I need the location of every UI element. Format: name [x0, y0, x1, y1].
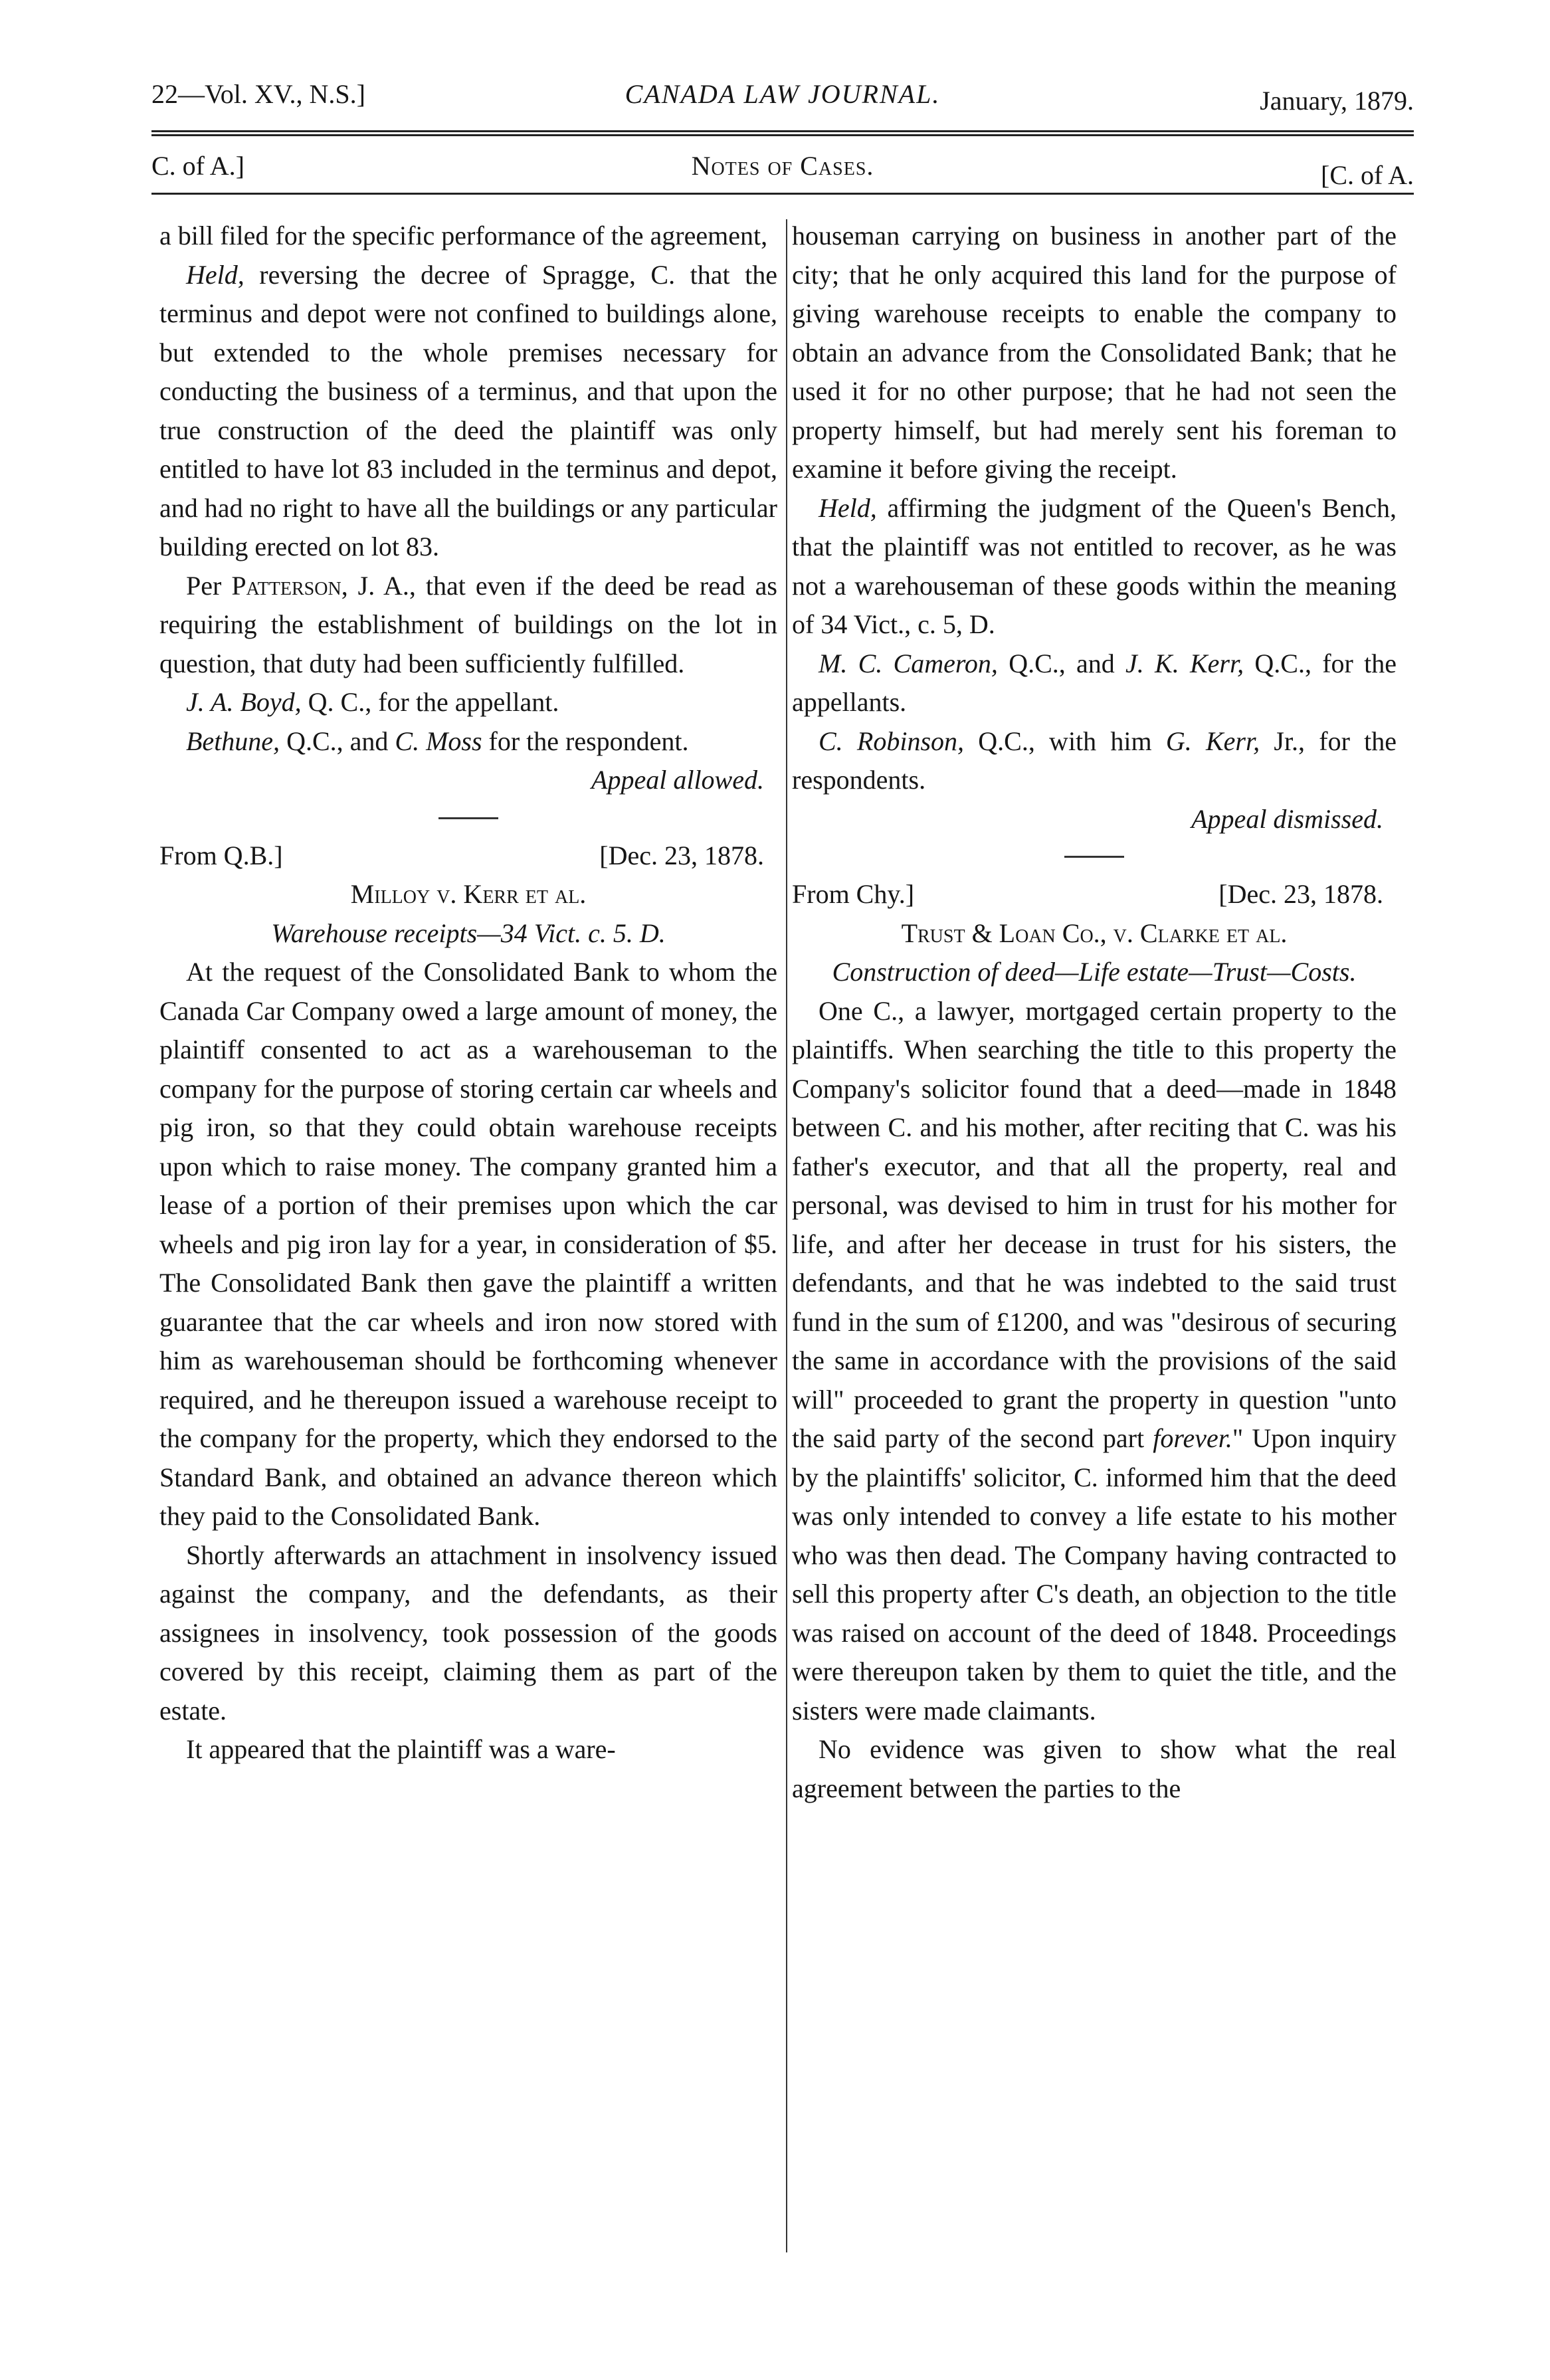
court-right: [C. of A.	[1321, 160, 1414, 190]
counsel-line	[792, 722, 1397, 800]
paragraph-held	[792, 489, 1397, 645]
judge-name: Patterson	[231, 570, 341, 601]
paragraph: It appeared that the plaintiff was a ware-	[186, 1734, 616, 1764]
case-separator	[1064, 856, 1124, 858]
counsel-name: Bethune,	[186, 726, 280, 756]
held-text: affirming the judgment of the Queen's Bench, that the plaintiff was not entitled to recover, as he was not a warehouseman of these goods within the meaning of 34 Vict., c. 5, D.	[792, 492, 1397, 639]
counsel-line	[159, 683, 777, 722]
header-rule	[151, 193, 1414, 195]
left-column	[159, 217, 777, 1769]
paragraph: houseman carrying on business in another part of the city; that he only acquired this land for the purpose of giving warehouse receipts to enable the company to obtain an advance from the Consolidated Bank; that he used it for no other purpose; that he had not seen the property himself, but had merely sent his foreman to examine it before giving the receipt.	[792, 221, 1397, 484]
held-label: Held,	[819, 492, 877, 523]
held-label: Held,	[186, 259, 244, 290]
counsel-name: G. Kerr,	[1165, 726, 1260, 756]
journal-title: CANADA LAW JOURNAL.	[625, 79, 941, 109]
case-court: From Chy.]	[792, 879, 915, 909]
case-subject: Construction of deed—Life estate—Trust—Costs.	[832, 957, 1357, 987]
per-text: , J. A., that even if the deed be read as requiring the establishment of buildings on the lot in question, that duty had been sufficiently fulfilled.	[159, 570, 777, 678]
case-separator	[438, 817, 498, 819]
paragraph: At the request of the Consolidated Bank to whom the Canada Car Company owed a large amount of money, the plaintiff consented to act as a warehouseman to the company for the purpose of storing certain car wheels and pig iron, so that they could obtain warehouse receipts upon which to raise money. The company granted him a lease of a portion of their premises upon which the car wheels and pig iron lay for a year, in consideration of $5. The Consolidated Bank then gave the plaintiff a written guarantee that the car wheels and iron now stored with him as warehouseman should be forthcoming whenever required, and he thereupon issued a warehouse receipt to the company for the property, which they endorsed to the Standard Bank, and obtained an advance thereon which they paid to the Consolidated Bank.	[159, 957, 777, 1531]
volume-label: 22—Vol. XV., N.S.]	[151, 79, 365, 109]
paragraph	[792, 992, 1397, 1731]
paragraph-per	[159, 567, 777, 684]
counsel-text: Q.C., and	[280, 726, 395, 756]
counsel-name: C. Robinson,	[819, 726, 965, 756]
counsel-name: M. C. Cameron,	[819, 648, 998, 678]
counsel-text: Q.C., with him	[964, 726, 1166, 756]
paragraph-text: One C., a lawyer, mortgaged certain property to the plaintiffs. When searching the title to this property the Company's solicitor found that a deed—made in 1848 between C. and his mother, after reciting that C. was his father's executor, and that all the property, real and personal, was devised to him in trust for his mother for life, and after her decease in trust for his sisters, the defendants, and that he was indebted to the said trust fund in the sum of £1200, and was "desirous of securing the same in accordance with the provisions of the said will" proceeded to grant the property in question "unto the said party of the second part	[792, 995, 1397, 1453]
running-header	[151, 66, 1414, 116]
paragraph: Shortly afterwards an attachment in insolvency issued against the company, and the defendants, as their assignees in insolvency, took possession of the goods covered by this receipt, claiming them as part of the estate.	[159, 1539, 777, 1726]
counsel-name: J. A. Boyd,	[186, 687, 302, 717]
emphasis-forever: forever.	[1153, 1423, 1232, 1453]
counsel-text: Jr., for the respondents.	[792, 726, 1397, 795]
case-result: Appeal allowed.	[591, 765, 764, 795]
case-court: From Q.B.]	[159, 840, 283, 870]
column-divider	[786, 219, 787, 2252]
case-result: Appeal dismissed.	[1191, 803, 1383, 834]
paragraph-text: " Upon inquiry by the plaintiffs' solicitor, C. informed him that the deed was only intended to convey a life estate to his mother who was then dead. The Company having contracted to sell this property after C's death, an objection to the title was raised on account of the deed of 1848. Proceedings were thereupon taken by them to quiet the title, and the sisters were made claimants.	[792, 1423, 1397, 1726]
counsel-text: Q.C., for the appellants.	[792, 648, 1397, 717]
paragraph: a bill filed for the specific performance of the agreement,	[159, 221, 768, 250]
section-header	[151, 145, 1414, 190]
right-column	[792, 217, 1397, 1808]
counsel-name: J. K. Kerr,	[1125, 648, 1244, 678]
case-title: Trust & Loan Co., v. Clarke et al.	[901, 918, 1288, 948]
counsel-line	[792, 645, 1397, 722]
court-left: C. of A.]	[151, 151, 244, 181]
counsel-text: Q.C., and	[997, 648, 1126, 678]
case-heading	[792, 875, 1397, 914]
paragraph-held	[159, 256, 777, 567]
counsel-text: for the respondent.	[482, 726, 689, 756]
case-heading	[159, 837, 777, 876]
case-title: Milloy v. Kerr et al.	[350, 879, 587, 909]
case-date: [Dec. 23, 1878.	[1218, 879, 1383, 909]
case-date: [Dec. 23, 1878.	[599, 840, 764, 870]
issue-date: January, 1879.	[1260, 86, 1414, 116]
counsel-text: Q. C., for the appellant.	[301, 687, 559, 717]
case-subject: Warehouse receipts—34 Vict. c. 5. D.	[271, 918, 666, 948]
per-label: Per	[186, 570, 232, 601]
paragraph: No evidence was given to show what the real agreement between the parties to the	[792, 1734, 1397, 1803]
counsel-name: C. Moss	[395, 726, 482, 756]
section-title: Notes of Cases.	[691, 151, 874, 181]
counsel-line	[159, 722, 777, 761]
held-text: reversing the decree of Spragge, C. that the terminus and depot were not confined to buildings alone, but extended to the whole premises necessary for conducting the business of a terminus, and that upon the true construction of the deed the plaintiff was only entitled to have lot 83 included in the terminus and depot, and had no right to have all the buildings or any particular building erected on lot 83.	[159, 259, 777, 561]
header-double-rule	[151, 130, 1414, 136]
